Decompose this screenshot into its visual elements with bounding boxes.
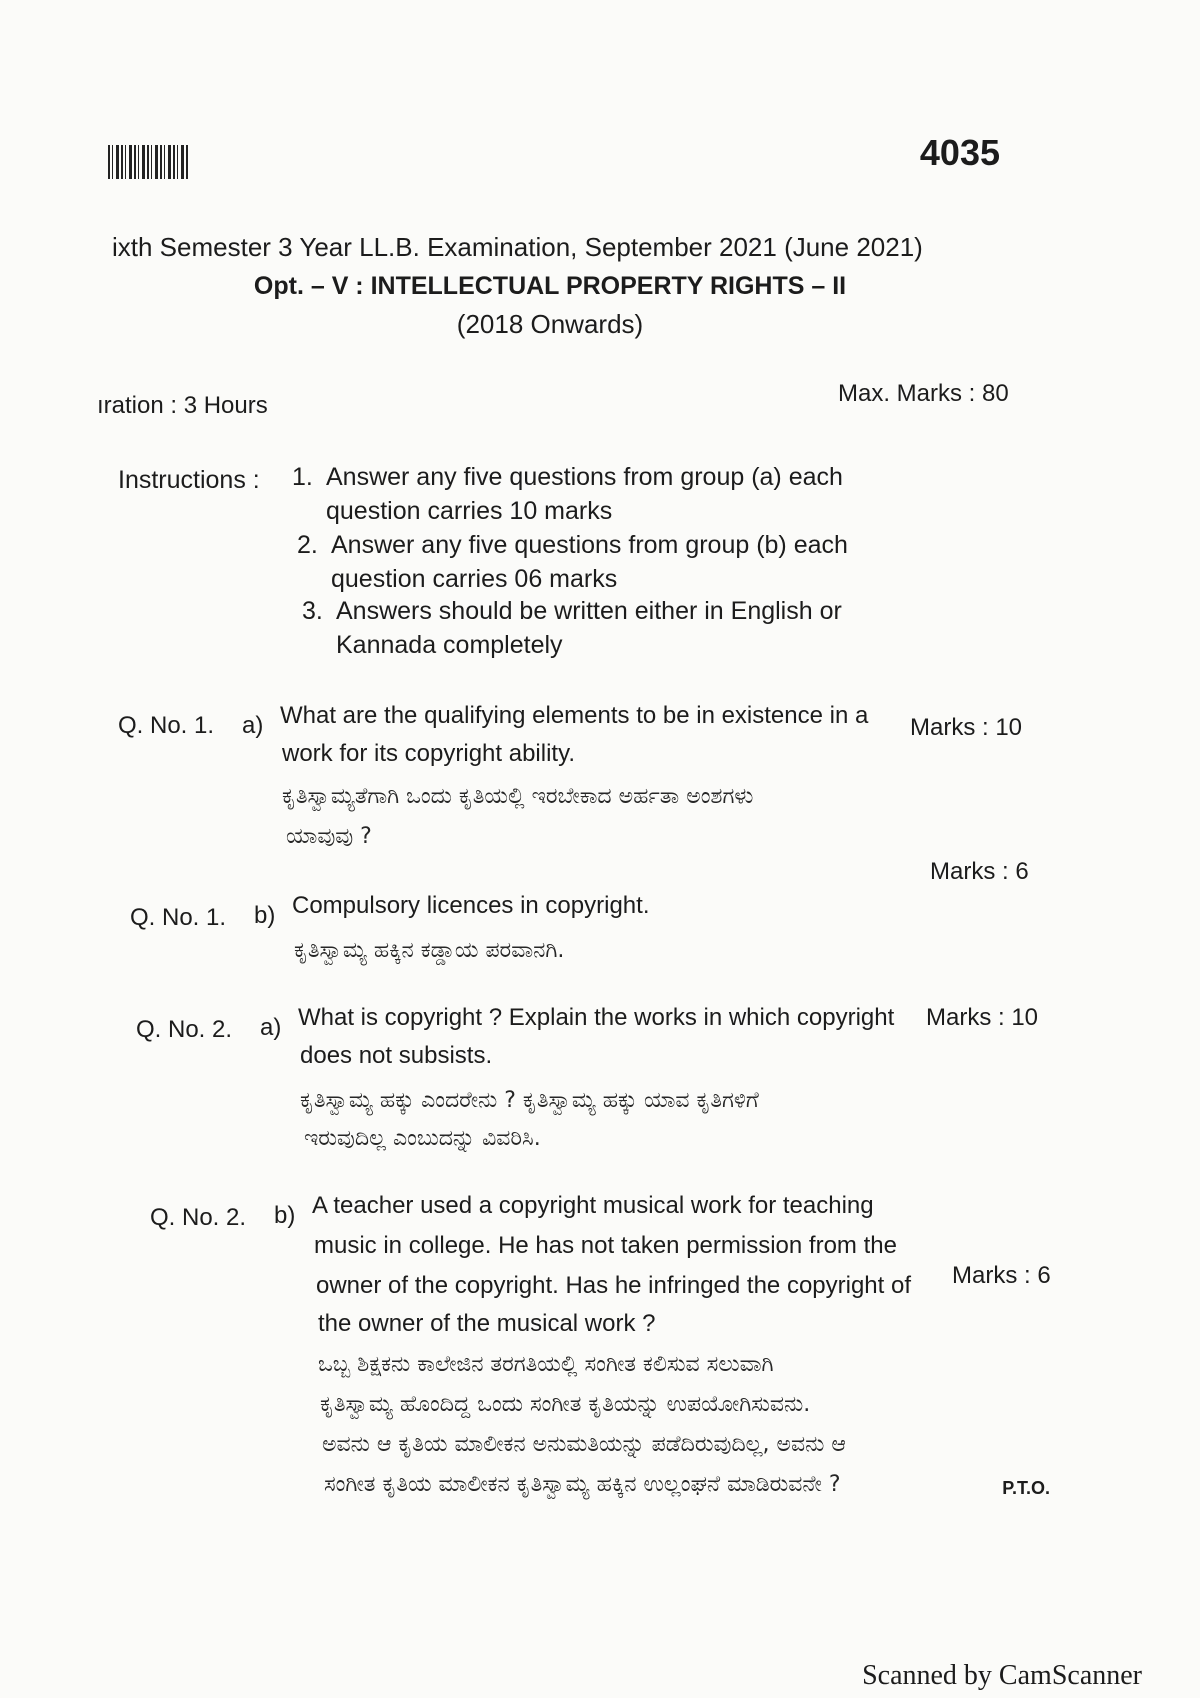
question-text-kannada: ಕೃತಿಸ್ವಾಮ್ಯ ಹಕ್ಕು ಎಂದರೇನು ? ಕೃತಿಸ್ವಾಮ್ಯ ಹಕ್ಕು ಯಾವ ಕೃತಿಗಳಿಗೆ	[300, 1088, 759, 1113]
question-part: b)	[254, 902, 276, 929]
instruction-text: Answers should be written either in English or	[336, 597, 842, 625]
question-text-kannada: ಒಬ್ಬ ಶಿಕ್ಷಕನು ಕಾಲೇಜಿನ ತರಗತಿಯಲ್ಲಿ ಸಂಗೀತ ಕಲಿಸುವ ಸಲುವಾಗಿ	[318, 1352, 774, 1377]
instruction-number: 3.	[302, 597, 323, 625]
question-number: Q. No. 1.	[130, 904, 227, 931]
question-text: owner of the copyright. Has he infringed the copyright of	[316, 1272, 912, 1299]
instruction-item	[292, 460, 912, 528]
question-text: work for its copyright ability.	[282, 740, 575, 767]
scheme-year: (2018 Onwards)	[456, 309, 644, 339]
question-number: Q. No. 2.	[136, 1016, 233, 1043]
instruction-text-cont: question carries 06 marks	[331, 565, 618, 593]
instructions-label: Instructions :	[118, 466, 260, 494]
question-text: A teacher used a copyright musical work for teaching	[312, 1192, 874, 1219]
question-text: What is copyright ? Explain the works in which copyright	[298, 1004, 895, 1031]
barcode	[108, 145, 190, 179]
paper-code: 4035	[919, 132, 1000, 173]
instruction-text: Answer any five questions from group (b) each	[331, 531, 848, 559]
question-text-kannada: ಇರುವುದಿಲ್ಲ ಎಂಬುದನ್ನು ವಿವರಿಸಿ.	[304, 1126, 541, 1151]
question-text-kannada: ಅವನು ಆ ಕೃತಿಯ ಮಾಲೀಕನ ಅನುಮತಿಯನ್ನು ಪಡೆದಿರುವುದಿಲ್ಲ, ಅವನು ಆ	[322, 1432, 846, 1457]
question-part: a)	[260, 1014, 282, 1041]
instruction-text: Answer any five questions from group (a) each	[326, 463, 843, 491]
question-part: a)	[242, 712, 264, 739]
instruction-number: 1.	[292, 463, 313, 491]
instruction-text-cont: question carries 10 marks	[326, 497, 613, 525]
question-number: Q. No. 2.	[150, 1204, 247, 1231]
question-text-kannada: ಯಾವುವು ?	[286, 824, 372, 849]
instruction-item	[302, 594, 922, 662]
question-marks: Marks : 6	[930, 858, 1029, 885]
question-text: does not subsists.	[300, 1042, 493, 1069]
question-text-kannada: ಸಂಗೀತ ಕೃತಿಯ ಮಾಲೀಕನ ಕೃತಿಸ್ವಾಮ್ಯ ಹಕ್ಕಿನ ಉಲ್ಲಂಘನೆ ಮಾಡಿರುವನೇ ?	[324, 1472, 841, 1497]
page-turn-over: P.T.O.	[1002, 1478, 1050, 1498]
question-text: What are the qualifying elements to be in existence in a	[280, 702, 869, 729]
instruction-text-cont: Kannada completely	[336, 631, 563, 659]
instruction-item	[297, 528, 917, 596]
question-text: the owner of the musical work ?	[318, 1310, 656, 1337]
question-text-kannada: ಕೃತಿಸ್ವಾಮ್ಯ ಹಕ್ಕಿನ ಕಡ್ಡಾಯ ಪರವಾನಗಿ.	[294, 938, 565, 963]
question-number: Q. No. 1.	[118, 712, 215, 739]
scanner-watermark: Scanned by CamScanner	[862, 1660, 1142, 1691]
duration: ıration : 3 Hours	[97, 392, 268, 419]
instruction-number: 2.	[297, 531, 318, 559]
question-marks: Marks : 6	[952, 1262, 1051, 1289]
question-text-kannada: ಕೃತಿಸ್ವಾಮ್ಯತೆಗಾಗಿ ಒಂದು ಕೃತಿಯಲ್ಲಿ ಇರಬೇಕಾದ ಅರ್ಹತಾ ಅಂಶಗಳು	[282, 784, 754, 809]
question-marks: Marks : 10	[926, 1004, 1039, 1031]
exam-title: ixth Semester 3 Year LL.B. Examination, September 2021 (June 2021)	[112, 232, 923, 262]
question-marks: Marks : 10	[910, 714, 1023, 741]
question-text: music in college. He has not taken permission from the	[314, 1232, 897, 1259]
question-text: Compulsory licences in copyright.	[292, 892, 650, 919]
max-marks: Max. Marks : 80	[838, 380, 1009, 407]
subject-title: Opt. – V : INTELLECTUAL PROPERTY RIGHTS – II	[253, 272, 847, 300]
question-text-kannada: ಕೃತಿಸ್ವಾಮ್ಯ ಹೊಂದಿದ್ದ ಒಂದು ಸಂಗೀತ ಕೃತಿಯನ್ನು ಉಪಯೋಗಿಸುವನು.	[320, 1392, 811, 1417]
question-part: b)	[274, 1202, 296, 1229]
